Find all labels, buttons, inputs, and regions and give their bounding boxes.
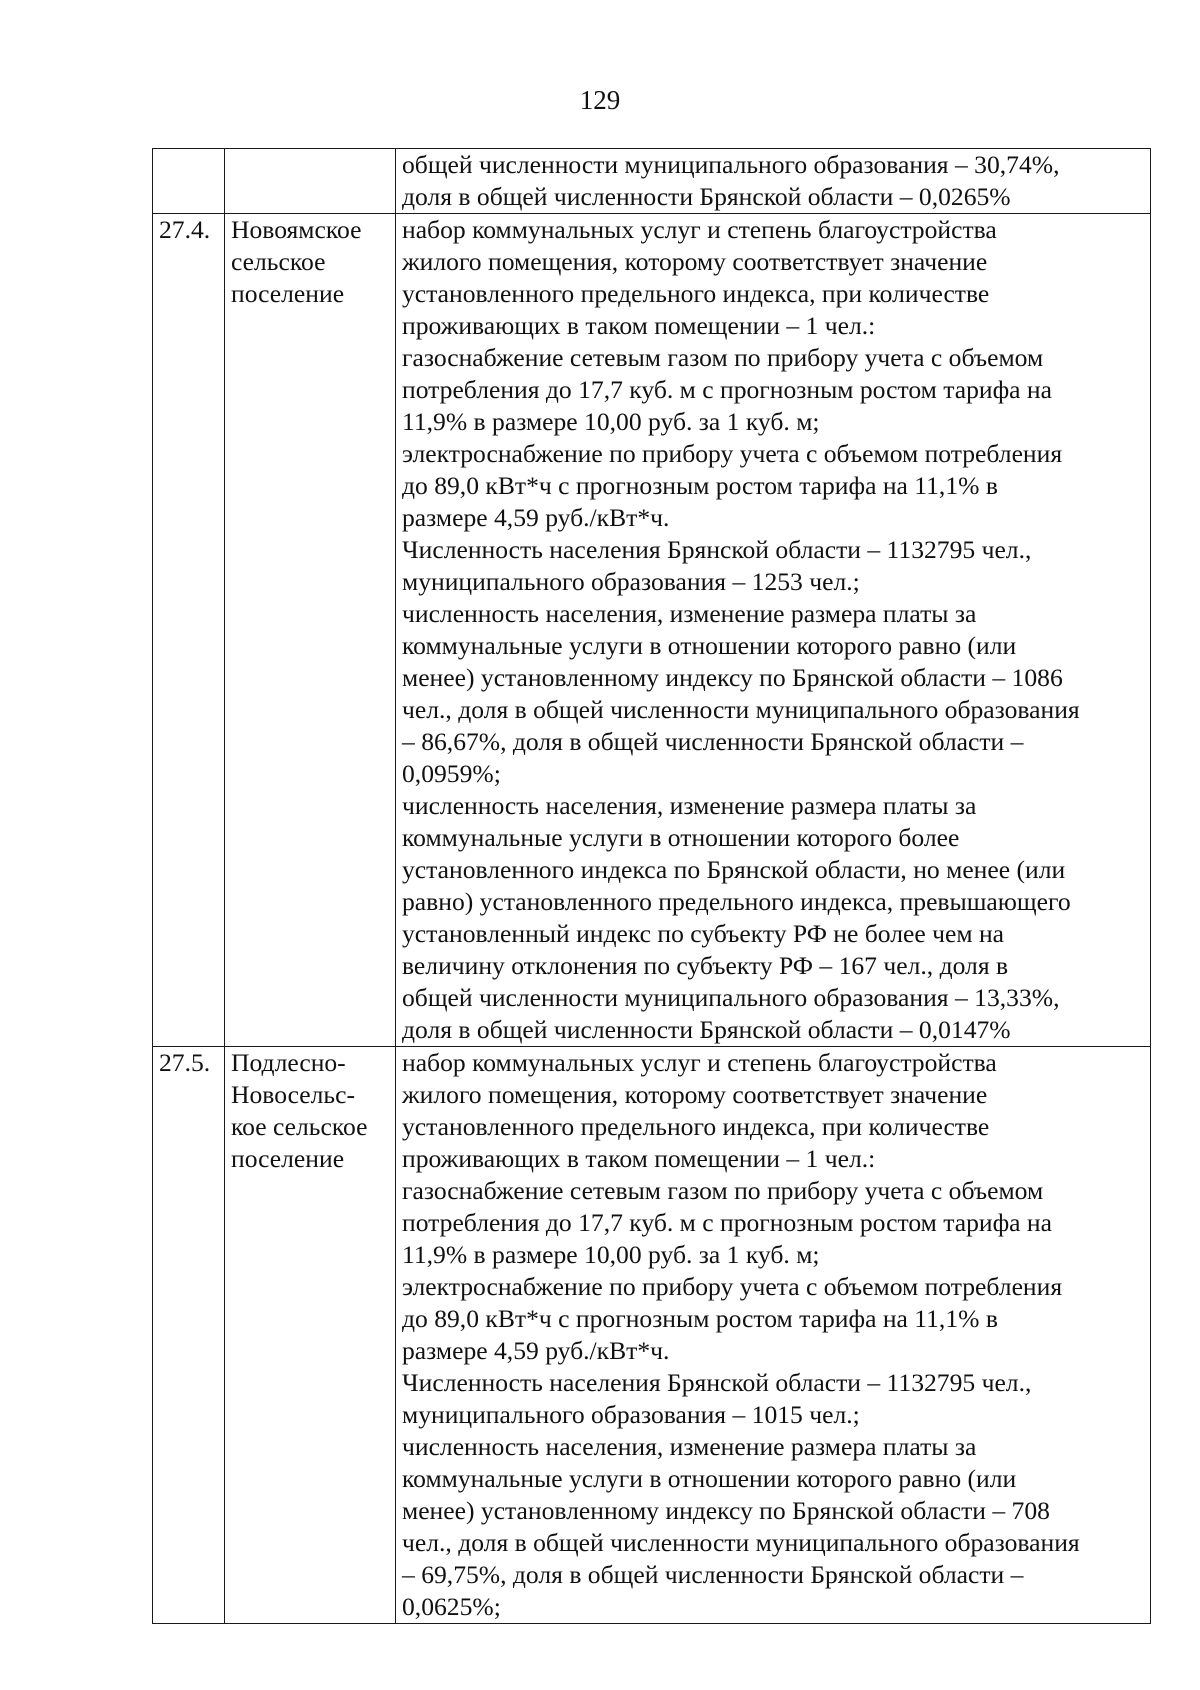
description-line: менее) установленному индексу по Брянской области – 708 [402,1496,1050,1525]
description-line: установленный индекс по субъекту РФ не более чем на [402,919,1005,948]
table-row [153,214,1151,1047]
municipality-name-cell [225,1047,396,1624]
description-line: коммунальные услуги в отношении которого более [402,823,960,852]
row-number: 27.5. [159,1048,211,1077]
description-line: установленного предельного индекса, при количестве [402,279,990,308]
description-line: величину отклонения по субъекту РФ – 167 чел., доля в [402,951,1009,980]
description-line: – 69,75%, доля в общей численности Брянской области – [402,1560,1024,1589]
row-number-cell [153,149,225,214]
description-line: менее) установленному индексу по Брянской области – 1086 [402,663,1063,692]
description-line: размере 4,59 руб./кВт*ч. [402,1336,670,1365]
description-line: чел., доля в общей численности муниципального образования [402,695,1080,724]
row-number-cell [153,1047,225,1624]
description-line: газоснабжение сетевым газом по прибору учета с объемом [402,1176,1044,1205]
table-body [153,149,1151,1624]
description-line: доля в общей численности Брянской области – 0,0147% [402,1015,1011,1044]
description-cell [396,149,1151,214]
municipality-name-line: кое сельское [231,1112,368,1141]
description-cell [396,214,1151,1047]
description-line: жилого помещения, которому соответствует значение [402,1080,988,1109]
description-line: 0,0959%; [402,759,501,788]
description-line: равно) установленного предельного индекса, превышающего [402,887,1071,916]
description-line: коммунальные услуги в отношении которого равно (или [402,631,1017,660]
description-line: набор коммунальных услуг и степень благоустройства [402,1048,997,1077]
description-line: электроснабжение по прибору учета с объемом потребления [402,1272,1063,1301]
description-line: численность населения, изменение размера платы за [402,791,977,820]
description-line: до 89,0 кВт*ч с прогнозным ростом тарифа на 11,1% в [402,471,998,500]
description-line: 11,9% в размере 10,00 руб. за 1 куб. м; [402,407,820,436]
description-line: газоснабжение сетевым газом по прибору учета с объемом [402,343,1044,372]
description-line: проживающих в таком помещении – 1 чел.: [402,311,876,340]
table-row [153,1047,1151,1624]
municipal-index-table [152,148,1151,1624]
description-line: муниципального образования – 1015 чел.; [402,1400,860,1429]
description-line: проживающих в таком помещении – 1 чел.: [402,1144,876,1173]
description-line: Численность населения Брянской области – 1132795 чел., [402,1368,1032,1397]
row-number-cell [153,214,225,1047]
description-line: коммунальные услуги в отношении которого равно (или [402,1464,1017,1493]
description-line: общей численности муниципального образования – 30,74%, [402,150,1060,179]
page-number: 129 [579,85,621,115]
description-line: жилого помещения, которому соответствует значение [402,247,988,276]
municipality-name-cell [225,149,396,214]
table-row [153,149,1151,214]
description-line: Численность населения Брянской области – 1132795 чел., [402,535,1032,564]
description-line: численность населения, изменение размера платы за [402,1432,977,1461]
description-line: численность населения, изменение размера платы за [402,599,977,628]
municipality-name-cell [225,214,396,1047]
municipality-name-line: сельское [231,247,326,276]
description-line: электроснабжение по прибору учета с объемом потребления [402,439,1063,468]
description-line: – 86,67%, доля в общей численности Брянской области – [402,727,1024,756]
description-line: чел., доля в общей численности муниципального образования [402,1528,1080,1557]
description-line: потребления до 17,7 куб. м с прогнозным ростом тарифа на [402,1208,1052,1237]
description-line: до 89,0 кВт*ч с прогнозным ростом тарифа на 11,1% в [402,1304,998,1333]
description-cell [396,1047,1151,1624]
description-line: набор коммунальных услуг и степень благоустройства [402,215,997,244]
municipality-name-line: Новоямское [231,215,362,244]
description-line: 11,9% в размере 10,00 руб. за 1 куб. м; [402,1240,820,1269]
description-line: общей численности муниципального образования – 13,33%, [402,983,1060,1012]
description-line: установленного индекса по Брянской области, но менее (или [402,855,1066,884]
description-line: муниципального образования – 1253 чел.; [402,567,860,596]
municipality-name-line: Новосельс- [231,1080,355,1109]
description-line: потребления до 17,7 куб. м с прогнозным ростом тарифа на [402,375,1052,404]
row-number: 27.4. [159,215,211,244]
municipality-name-line: поселение [231,1144,345,1173]
municipality-name-line: поселение [231,279,345,308]
description-line: доля в общей численности Брянской области – 0,0265% [402,182,1011,211]
description-line: установленного предельного индекса, при количестве [402,1112,990,1141]
municipality-name-line: Подлесно- [231,1048,346,1077]
description-line: 0,0625%; [402,1592,501,1621]
description-line: размере 4,59 руб./кВт*ч. [402,503,670,532]
